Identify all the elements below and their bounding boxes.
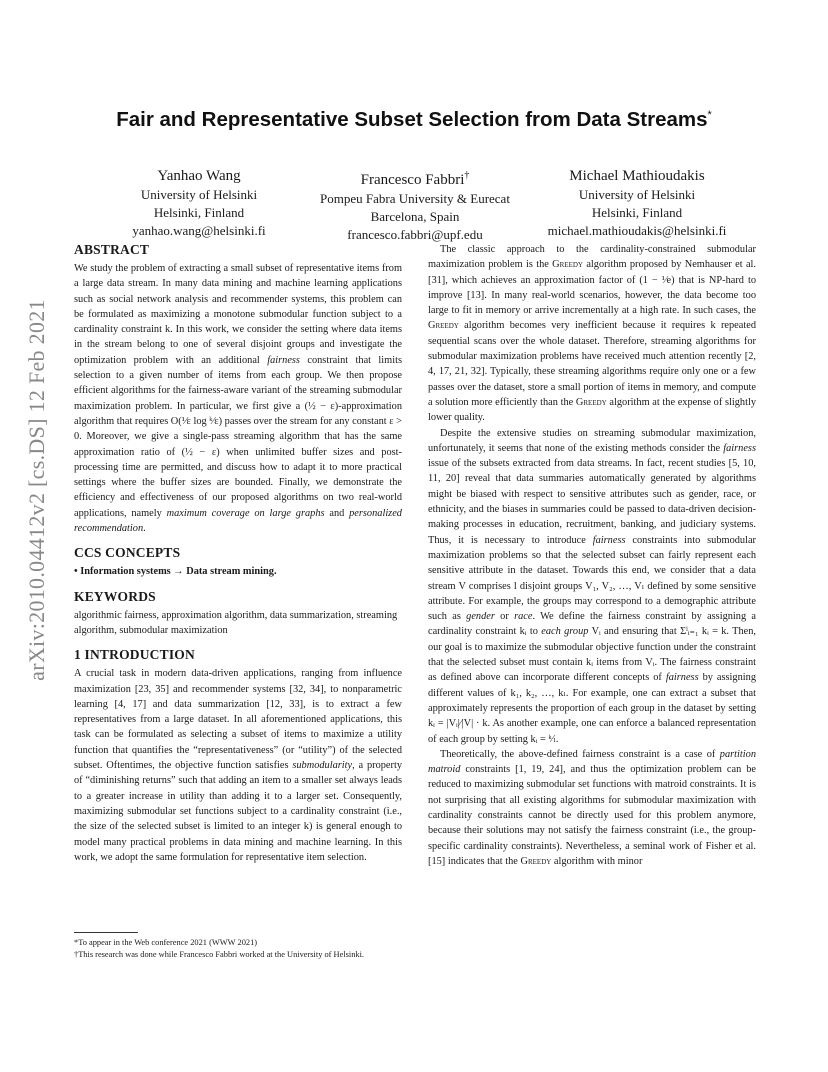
author-name: Michael Mathioudakis <box>569 168 705 184</box>
author-block-3 <box>532 166 742 240</box>
author-name: Yanhao Wang <box>157 168 241 184</box>
author-affiliation: Pompeu Fabra University & Eurecat <box>320 191 510 206</box>
arxiv-sidebar-stamp <box>22 290 52 690</box>
paper-title <box>60 108 768 132</box>
keywords-heading: KEYWORDS <box>74 588 156 604</box>
abstract-paragraph: We study the problem of extracting a small subset of representative items from a large data stream. In many data mining and machine learning applications such as social network analysis and recommender systems, this problem can be formulated as maximizing a monotone submodular function subject to a cardinality constraint k. In this work, we consider the setting where data items in the stream belong to one of several disjoint groups and investigate the optimization problem with an additional fairness constraint that limits selection to a given number of items from each group. We then propose efficient algorithms for the fairness-aware variant of the streaming submodular maximization problem. In particular, we first give a (½ − ε)-approximation algorithm that requires O(¹⁄ε log ᵏ⁄ε) passes over the stream for any constant ε > 0. Moreover, we give a single-pass streaming algorithm that has the same approximation ratio of (½ − ε) when unlimited buffer sizes and post-processing time are permitted, and discuss how to adapt it to more practical settings where the buffer sizes are bounded. Finally, we demonstrate the efficiency and effectiveness of our proposed algorithms on two real-world applications, namely maximum coverage on large graphs and personalized recommendation. <box>74 263 402 535</box>
right-column <box>428 242 756 869</box>
introduction-paragraph: A crucial task in modern data-driven applications, ranging from influence maximization [23, 35] and recommender systems [32, 34], to nonparametric learning [4, 17] and data summarization [12, 33], is to extract a few representatives from a large dataset. In all aforementioned applications, this task can be formulated as selecting a subset of items to maximize a utility function that quantifies the “representativeness” (or “utility”) of the selected subset. Oftentimes, the objective function satisfies submodularity, a property of “diminishing returns” such that adding an item to a smaller set always leads to a greater increase in utility than adding it to a larger set. Consequently, maximizing submodular set functions subject to a cardinality constraint (i.e., the size of the selected subset is limited to an integer k) is general enough to model many practical problems in data mining and machine learning. In this work, we adopt the same formulation for representative item selection. <box>74 668 403 863</box>
footnote-2: †This research was done while Francesco Fabbri worked at the University of Helsinki. <box>74 950 365 959</box>
left-column <box>74 242 402 865</box>
introduction-heading: 1 INTRODUCTION <box>74 647 195 663</box>
body-paragraph-1: The classic approach to the cardinality-constrained submodular maximization problem is the Greedy algorithm proposed by Nemhauser et al. [31], which achieves an approximation factor of (1 − ¹⁄e) that is NP-hard to improve [13]. In many real-world scenarios, however, the data become too large to fit in memory or arrive incrementally at a high rate. In such cases, the Greedy algorithm becomes very inefficient because it requires k repeated sequential scans over the whole dataset. Therefore, streaming algorithms for submodular maximization problems have received much attention recently [2, 4, 17, 21, 32]. Typically, these streaming algorithms require only one or a few passes over the dataset, store a small portion of items in memory, and compute a solution more efficiently than the Greedy algorithm at the expense of slightly lower quality. <box>428 244 757 424</box>
author-location: Barcelona, Spain <box>370 209 460 224</box>
author-email[interactable]: yanhao.wang@helsinki.fi <box>132 223 266 238</box>
author-location: Helsinki, Finland <box>153 205 245 220</box>
ccs-concepts-text: • Information systems → Data stream mining. <box>74 566 277 578</box>
author-affiliation: University of Helsinki <box>578 187 696 202</box>
author-location: Helsinki, Finland <box>591 205 683 220</box>
author-block-1 <box>104 166 294 240</box>
author-email[interactable]: michael.mathioudakis@helsinki.fi <box>547 223 727 238</box>
author-affiliation: University of Helsinki <box>140 187 258 202</box>
arxiv-identifier: arXiv:2010.04412v2 [cs.DS] 12 Feb 2021 <box>24 299 49 681</box>
footnotes <box>74 932 402 961</box>
author-name: Francesco Fabbri <box>360 172 465 188</box>
title-footnote-mark: * <box>707 109 712 122</box>
body-paragraph-3: Theoretically, the above-defined fairness constraint is a case of partition matroid constraints [1, 19, 24], and thus the optimization problem can be reduced to maximizing submodular set functions with matroid constraints. It is not surprising that all existing algorithms for submodular maximization with cardinality constraints cannot be directly used for this problem anymore, because their solutions may not satisfy the fairness constraint (i.e., the group-specific cardinality constraints). Nevertheless, a seminal work of Fisher et al. [15] indicates that the Greedy algorithm with minor <box>428 748 756 867</box>
footnote-rule <box>74 932 138 933</box>
author-email[interactable]: francesco.fabbri@upf.edu <box>347 227 483 242</box>
paper-title-text: Fair and Representative Subset Selection from Data Streams <box>116 108 708 131</box>
footnote-1: *To appear in the Web conference 2021 (WWW 2021) <box>74 938 258 947</box>
body-paragraph-2: Despite the extensive studies on streaming submodular maximization, unfortunately, it seems that none of the existing methods consider the fairness issue of the subsets extracted from data streams. In fact, recent studies [5, 10, 11, 20] reveal that data summaries automatically generated by algorithms might be biased with respect to sensitive attributes such as gender, race, or ethnicity, and the biases in summaries could be passed to data-driven decision-making processes in education, recruitment, banking, and judiciary systems. Thus, it is necessary to introduce fairness constraints into submodular maximization problems so that the selected subset can fairly represent each sensitive attribute in the dataset. Towards this end, we consider that a data stream V comprises l disjoint groups V₁, V₂, …, Vₗ defined by some sensitive attribute. For example, the groups may correspond to a demographic attribute such as gender or race. We define the fairness constraint by assigning a cardinality constraint kᵢ to each group Vᵢ and ensuring that Σˡᵢ₌₁ kᵢ = k. Then, our goal is to maximize the submodular objective function under the constraint that the selected subset must contain kᵢ items from Vᵢ. The fairness constraint as defined above can incorporate different concepts of fairness by assigning different values of k₁, k₂, …, kₗ. For example, one can extract a subset that approximately represents the proportion of each group in the dataset by setting kᵢ = |Vᵢ|⁄|V| · k. As another example, one can enforce a balanced representation of each group by setting kᵢ = ᵏ⁄ₗ. <box>428 427 757 745</box>
ccs-concepts-heading: CCS CONCEPTS <box>74 545 181 561</box>
author-footnote-mark: † <box>464 170 470 181</box>
keywords-text: algorithmic fairness, approximation algorithm, data summarization, streaming algorithm, submodular maximization <box>74 609 398 636</box>
abstract-heading: ABSTRACT <box>74 242 150 257</box>
author-block-2 <box>304 166 526 244</box>
